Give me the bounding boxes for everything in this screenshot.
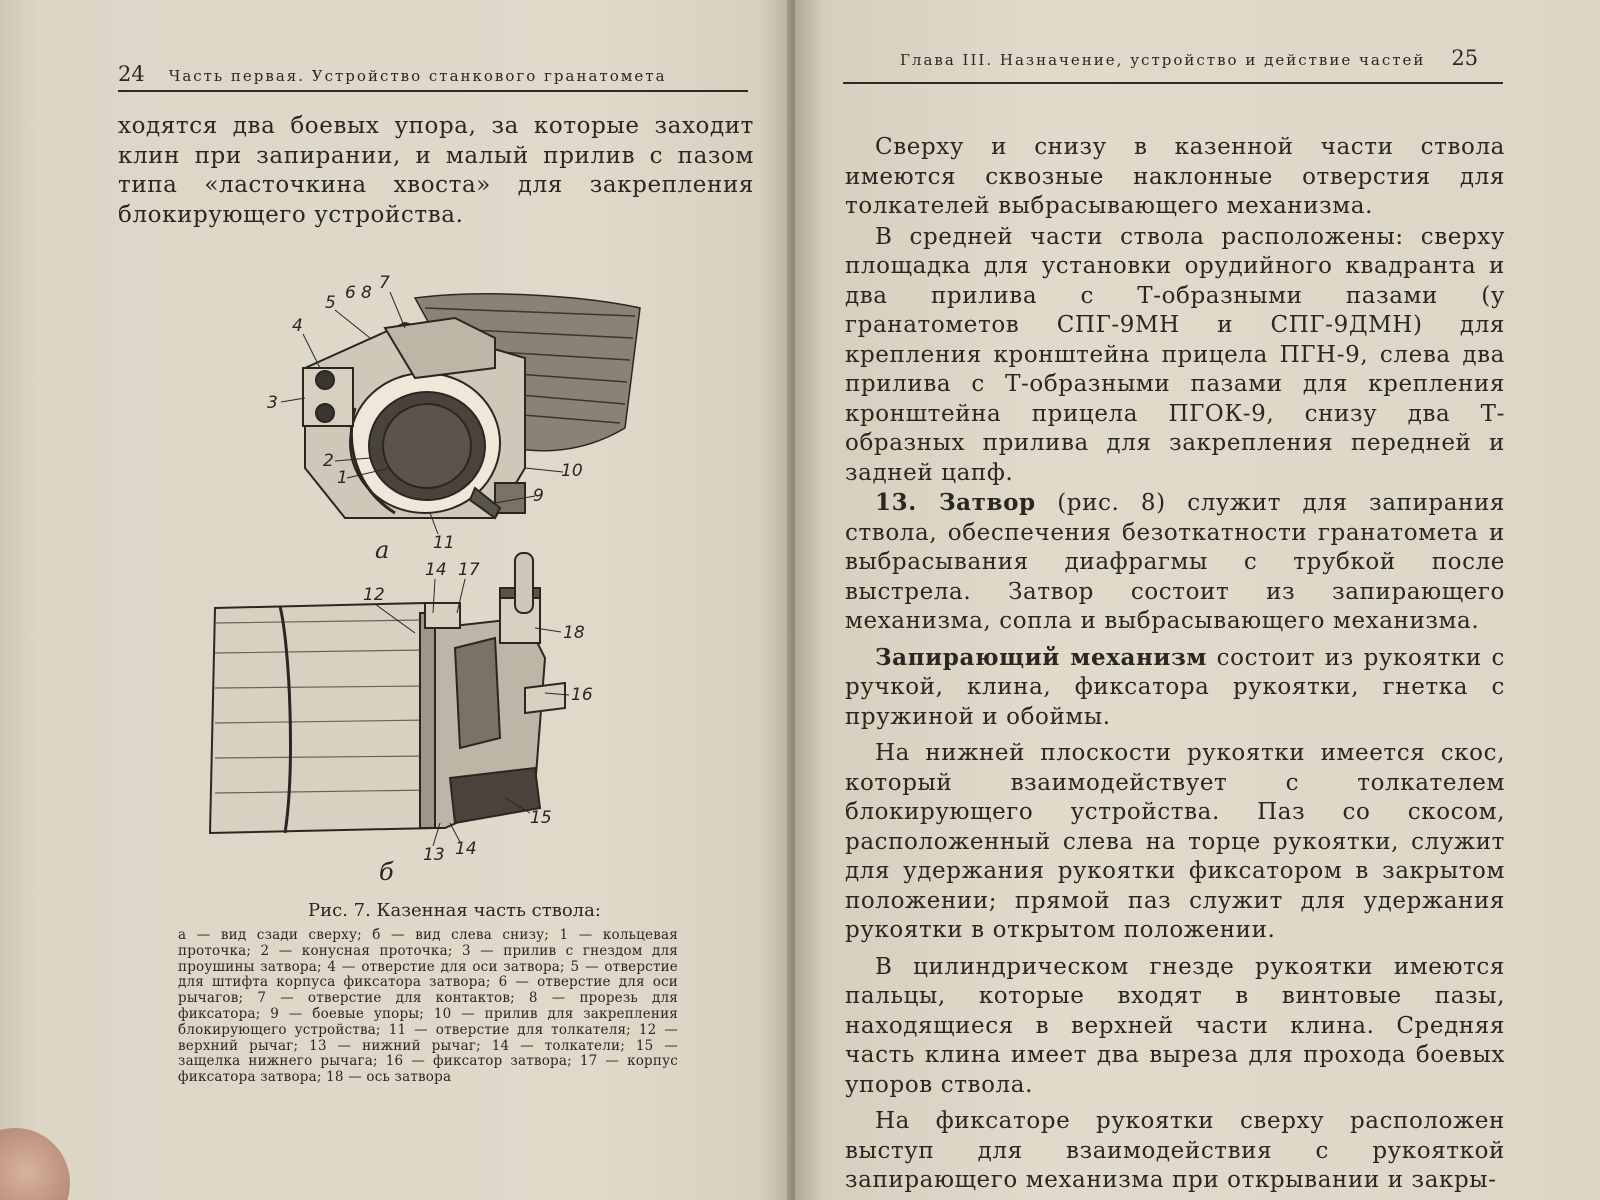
right-paragraph-2: В средней части ствола расположены: сверху площадка для установки орудийного квадранта и два прилива с Т-образными пазами (у гранатометов СПГ-9МН и СПГ-9ДМН) для крепления кронштейна прицела ПГН-9, слева два прилива с Т-образными пазами для крепления кронштейна прицела ПГОК-9, снизу два Т-образных прилива для закрепления передней и задней цапф. [845, 223, 1505, 486]
label-b-13: 13 [423, 845, 445, 865]
label-a-4: 4 [292, 316, 303, 336]
right-paragraph-6: В цилиндрическом гнезде рукоятки имеются пальцы, которые входят в винтовые пазы, находящиеся в верхней части клина. Средняя часть клина имеет два выреза для прохода боевых упоров ствола. [845, 953, 1505, 1098]
right-paragraph-5: На нижней плоскости рукоятки имеется скос, который взаимодействует с толкателем блокирующего устройства. Паз со скосом, расположенный слева на торце рукоятки, служит для удержания рукоятки фиксатором в закрытом положении; прямой паз служит для удержания рукоятки в открытом положении. [845, 740, 1505, 943]
label-a-8: 8 [361, 283, 372, 303]
label-a-5: 5 [325, 293, 336, 313]
figure-7-illustration [195, 268, 675, 888]
label-b-14-bottom: 14 [455, 839, 477, 859]
right-paragraph-4: Запирающий механизм состоит из рукоятки с ручкой, клина, фиксатора рукоятки, гнетка с пружиной и обоймы. [845, 643, 1505, 730]
left-page-number: 24 [118, 62, 145, 86]
figure-part-a-letter: а [375, 536, 390, 564]
label-b-15: 15 [530, 808, 552, 828]
right-paragraph-7: На фиксаторе рукоятки сверху расположен выступ для взаимодействия с рукояткой запирающего механизма при открывании и закры- [845, 1108, 1505, 1193]
right-paragraph-3: 13. Затвор (рис. 8) служит для запирания ствола, обеспечения безоткатности гранатомета и выбрасывания диафрагмы с трубкой после выстрела. Затвор состоит из запирающего механизма, сопла и выбрасывающего механизма. [845, 489, 1506, 634]
figure-part-b-letter: б [379, 858, 394, 886]
right-page-number: 25 [1451, 46, 1479, 70]
figure-part-a-drawing [303, 294, 640, 518]
label-a-1: 1 [337, 468, 348, 488]
label-b-14-top: 14 [425, 560, 447, 580]
label-a-2: 2 [323, 451, 334, 471]
left-page [0, 0, 795, 1200]
left-header-rule [118, 90, 748, 92]
left-running-header [118, 62, 667, 86]
right-header-rule [843, 82, 1503, 84]
right-running-header [900, 46, 1478, 70]
left-paragraph: ходятся два боевых упора, за которые заходит клин при запирании, и малый прилив с пазом типа «ласточкина хвоста» для закрепления блокирующего устройства. [118, 113, 754, 228]
label-a-11: 11 [433, 533, 455, 553]
left-body-text [118, 112, 754, 230]
left-running-head-text: Часть первая. Устройство станкового гранатомета [168, 67, 667, 85]
label-b-17: 17 [458, 560, 480, 580]
label-a-3: 3 [267, 393, 278, 413]
right-body-text [845, 132, 1505, 1196]
figure-caption-title: Рис. 7. Казенная часть ствола: [308, 900, 601, 921]
label-b-18: 18 [563, 623, 585, 643]
right-page [795, 0, 1600, 1200]
reader-thumb [0, 1128, 70, 1200]
label-b-12: 12 [363, 585, 385, 605]
right-running-head-text: Глава III. Назначение, устройство и действие частей [900, 51, 1426, 69]
label-b-16: 16 [571, 685, 593, 705]
label-a-9: 9 [533, 486, 544, 506]
right-paragraph-1: Сверху и снизу в казенной части ствола имеются сквозные наклонные отверстия для толкателей выбрасывающего механизма. [845, 134, 1505, 219]
label-a-10: 10 [561, 461, 583, 481]
figure-caption-legend: а — вид сзади сверху; б — вид слева снизу; 1 — кольцевая проточка; 2 — конусная проточка; 3 — прилив с гнездом для проушины затвора; 4 — отверстие для оси затвора; 5 — отверстие для штифта корпуса фиксатора затвора; 6 — отверстие для оси рычагов; 7 — отверстие для контактов; 8 — прорезь для фиксатора; 9 — боевые упоры; 10 — прилив для закрепления блокирующего устройства; 11 — отверстие для толкателя; 12 — верхний рычаг; 13 — нижний рычаг; 14 — толкатели; 15 — защелка нижнего рычага; 16 — фиксатор затвора; 17 — корпус фиксатора затвора; 18 — ось затвора [178, 927, 678, 1086]
label-a-7: 7 [379, 273, 390, 293]
label-a-6: 6 [345, 283, 356, 303]
figure-part-b-drawing [210, 553, 565, 833]
